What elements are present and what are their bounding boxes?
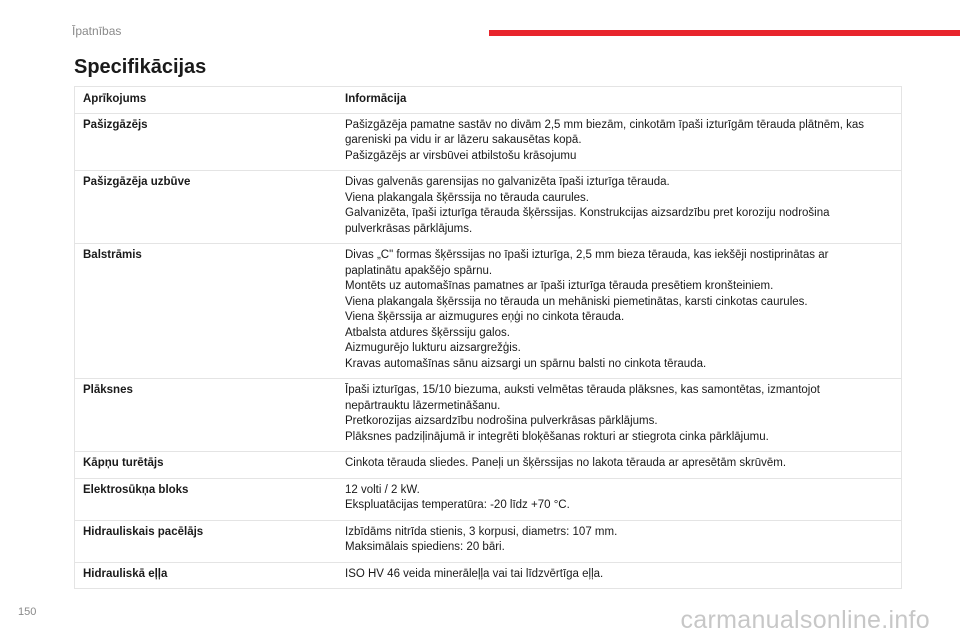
- information-line: paplatinātu apakšējo spārnu.: [345, 264, 493, 277]
- equipment-name: Kāpņu turētājs: [75, 452, 338, 479]
- information-line: Ekspluatācijas temperatūra: -20 līdz +70 °C.: [345, 499, 570, 511]
- information-line: Viena plakangala šķērssija no tērauda un mehāniski piemetinātas, karsti cinkotas caurules.: [345, 295, 808, 308]
- information-line: Divas galvenās garensijas no galvanizēta īpaši izturīga tērauda.: [345, 176, 670, 188]
- information-line: Atbalsta atdures šķērssiju galos.: [345, 326, 510, 339]
- information-line: Cinkota tērauda sliedes. Paneļi un šķērssijas no lakota tērauda ar apresētām skrūvēm.: [345, 457, 787, 469]
- information-line: Pašizgāzējs ar virsbūvei atbilstošu krāsojumu: [345, 149, 577, 162]
- equipment-information: [337, 478, 902, 520]
- information-line: Viena plakangala šķērssija no tērauda caurules.: [345, 191, 589, 204]
- information-line: ISO HV 46 veida minerāleļļa vai tai līdzvērtīga eļļa.: [345, 567, 604, 580]
- information-line: Pašizgāzēja pamatne sastāv no divām 2,5 mm biezām, cinkotām īpaši izturīgām tērauda plātnēm, kas: [345, 118, 865, 131]
- table-row: [75, 478, 902, 520]
- equipment-information: [337, 244, 902, 379]
- equipment-name: Hidrauliskā eļļa: [75, 562, 338, 589]
- table-row: [75, 562, 902, 589]
- equipment-information: [337, 113, 902, 171]
- table-row: [75, 171, 902, 244]
- information-line: Divas „C" formas šķērssijas no īpaši izturīga, 2,5 mm bieza tērauda, kas iekšēji nostiprinātas ar: [345, 249, 829, 261]
- equipment-name: Balstrāmis: [75, 244, 338, 379]
- table-row: [75, 452, 902, 479]
- information-line: Aizmugurējo lukturu aizsargrežģis.: [345, 342, 521, 354]
- information-line: Galvanizēta, īpaši izturīga tērauda šķērssijas. Konstrukcijas aizsardzību pret koroziju nodrošina: [345, 207, 830, 219]
- equipment-information: [337, 520, 902, 562]
- information-line: Īpaši izturīgas, 15/10 biezuma, auksti velmētas tērauda plāksnes, kas samontētas, izmantojot: [345, 384, 820, 396]
- equipment-name: Pašizgāzējs: [75, 113, 338, 171]
- specifications-table: [74, 86, 902, 589]
- table-header-row: [75, 87, 902, 114]
- information-line: Maksimālais spiediens: 20 bāri.: [345, 541, 505, 553]
- equipment-information: [337, 562, 902, 589]
- page-number: 150: [18, 606, 37, 618]
- table-body: [75, 113, 902, 589]
- information-line: Kravas automašīnas sānu aizsargi un spārnu balsti no cinkota tērauda.: [345, 357, 707, 370]
- information-line: Montēts uz automašīnas pamatnes ar īpaši izturīga tērauda presētiem kronšteiniem.: [345, 280, 774, 292]
- information-line: Pretkorozijas aizsardzību nodrošina pulverkrāsas pārklājums.: [345, 415, 658, 427]
- table-row: [75, 244, 902, 379]
- equipment-name: Plāksnes: [75, 379, 338, 452]
- information-line: Izbīdāms nitrīda stienis, 3 korpusi, diametrs: 107 mm.: [345, 525, 618, 538]
- table-row: [75, 379, 902, 452]
- watermark: carmanualsonline.info: [680, 606, 930, 634]
- information-line: Viena šķērssija ar aizmugures eņģi no cinkota tērauda.: [345, 311, 625, 323]
- equipment-name: Elektrosūkņa bloks: [75, 478, 338, 520]
- section-label: Īpatnības: [72, 24, 122, 38]
- equipment-information: [337, 452, 902, 479]
- equipment-information: [337, 171, 902, 244]
- column-header-information: Informācija: [337, 87, 902, 114]
- table-row: [75, 113, 902, 171]
- information-line: pulverkrāsas pārklājums.: [345, 222, 473, 235]
- information-line: nepārtrauktu lāzermetināšanu.: [345, 399, 501, 412]
- page-title: Specifikācijas: [74, 56, 207, 78]
- equipment-name: Hidrauliskais pacēlājs: [75, 520, 338, 562]
- equipment-name: Pašizgāzēja uzbūve: [75, 171, 338, 244]
- information-line: gareniski pa vidu ir ar lāzeru sakausētas kopā.: [345, 134, 582, 146]
- information-line: 12 volti / 2 kW.: [345, 483, 420, 496]
- equipment-information: [337, 379, 902, 452]
- header-accent-bar: [489, 30, 960, 36]
- column-header-equipment: Aprīkojums: [75, 87, 338, 114]
- table-row: [75, 520, 902, 562]
- information-line: Plāksnes padziļinājumā ir integrēti bloķēšanas rokturi ar stiegrota cinka pārklājumu.: [345, 430, 769, 443]
